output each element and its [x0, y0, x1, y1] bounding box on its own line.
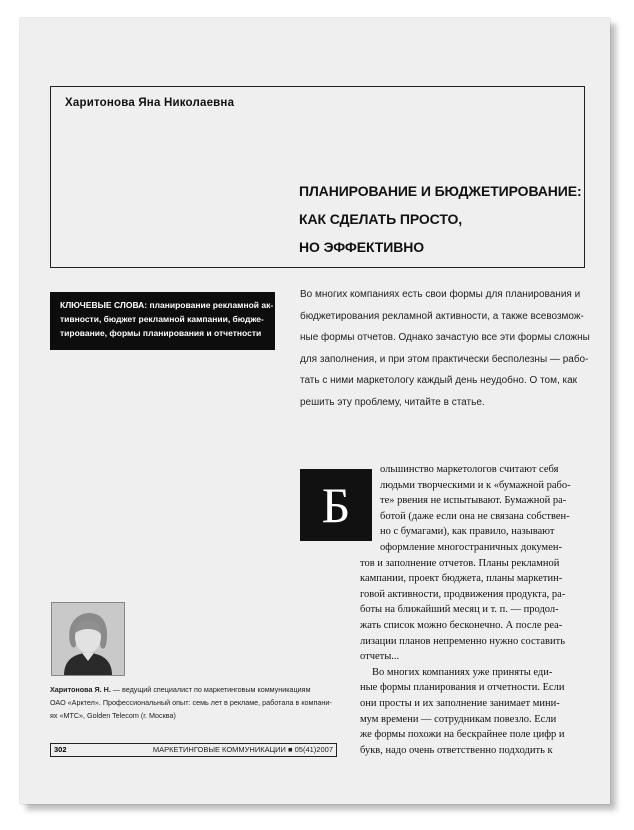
drop-cap: Б	[300, 469, 372, 541]
body-line: ольшинство маркетологов считают себя	[380, 464, 559, 475]
lead-line: тать с ними маркетологу каждый день неудобно. О том, как	[300, 375, 578, 386]
body-line: отчеты...	[360, 651, 400, 663]
bio-name: Харитонова Я. Н.	[50, 685, 111, 694]
body-line: ботой (даже если она не связана собствен-	[380, 510, 570, 522]
portrait-image	[52, 603, 124, 675]
body-line: говой активности, продвижения продукта, ра-	[360, 588, 566, 600]
body-line: ные формы планирования и отчетности. Если	[360, 682, 565, 694]
keywords-line: тивности, бюджет рекламной кампании, бюдже-	[60, 314, 264, 324]
body-line: оформление многостраничных докумен-	[380, 541, 562, 553]
body-line: тов и заполнение отчетов. Планы рекламной	[360, 557, 560, 569]
bio-line: — ведущий специалист по маркетинговым коммуникациям	[110, 685, 311, 694]
body-line: мум времени — сотрудникам повезло. Если	[360, 713, 557, 725]
body-line: Во многих компаниях уже приняты еди-	[372, 666, 553, 678]
body-line: букв, надо очень ответственно подходить к	[360, 744, 553, 756]
author-name: Харитонова Яна Николаевна	[65, 97, 235, 109]
journal-name: МАРКЕТИНГОВЫЕ КОММУНИКАЦИИ ■ 05(41)2007	[152, 745, 333, 754]
keywords-box	[50, 292, 275, 350]
body-text	[360, 462, 595, 758]
bio-line: ОАО «Арктел». Профессиональный опыт: семь лет в рекламе, работала в компани-	[50, 698, 332, 707]
bio-line: ях «МТС», Golden Telecom (г. Москва)	[50, 711, 176, 720]
author-photo	[51, 602, 125, 676]
author-bio	[50, 683, 355, 722]
lead-paragraph	[300, 284, 590, 413]
body-line: но с бумагами), как правило, называют	[380, 526, 555, 538]
body-line: людьми творческими и к «бумажной рабо-	[380, 479, 571, 491]
body-line: боты на ближайший месяц и т. п. — продол-	[360, 604, 559, 616]
title-line: ПЛАНИРОВАНИЕ И БЮДЖЕТИРОВАНИЕ:	[299, 183, 582, 199]
article-title	[299, 177, 582, 261]
title-line: НО ЭФФЕКТИВНО	[299, 239, 425, 255]
body-line: же формы похожи на бескрайнее поле цифр и	[360, 729, 565, 741]
body-line: те» рвения не испытывают. Бумажной ра-	[380, 495, 567, 507]
title-line: КАК СДЕЛАТЬ ПРОСТО,	[299, 211, 463, 227]
body-line: они просты и их заполнение занимает мини-	[360, 697, 560, 709]
lead-line: Во многих компаниях есть свои формы для планирования и	[300, 289, 581, 300]
title-frame	[50, 86, 585, 268]
body-line: кампании, проект бюджета, планы маркетин-	[360, 573, 563, 585]
document-page	[20, 18, 610, 804]
lead-line: ные формы отчетов. Однако зачастую все эти формы сложны	[300, 332, 590, 343]
lead-line: решить эту проблему, читайте в статье.	[300, 396, 485, 408]
keywords-line: КЛЮЧЕВЫЕ СЛОВА: планирование рекламной ак-	[60, 300, 274, 310]
lead-line: для заполнения, и при этом практически бесполезны — рабо-	[300, 353, 589, 365]
page-number: 302	[54, 745, 67, 754]
lead-line: бюджетирования рекламной активности, а также всевозмож-	[300, 310, 584, 322]
keywords-line: тирование, формы планирования и отчетности	[60, 328, 262, 338]
page-footer	[50, 743, 337, 757]
body-line: жать список можно бесконечно. А после реа-	[360, 619, 563, 631]
body-line: лизации планов непременно нужно составить	[360, 635, 565, 647]
